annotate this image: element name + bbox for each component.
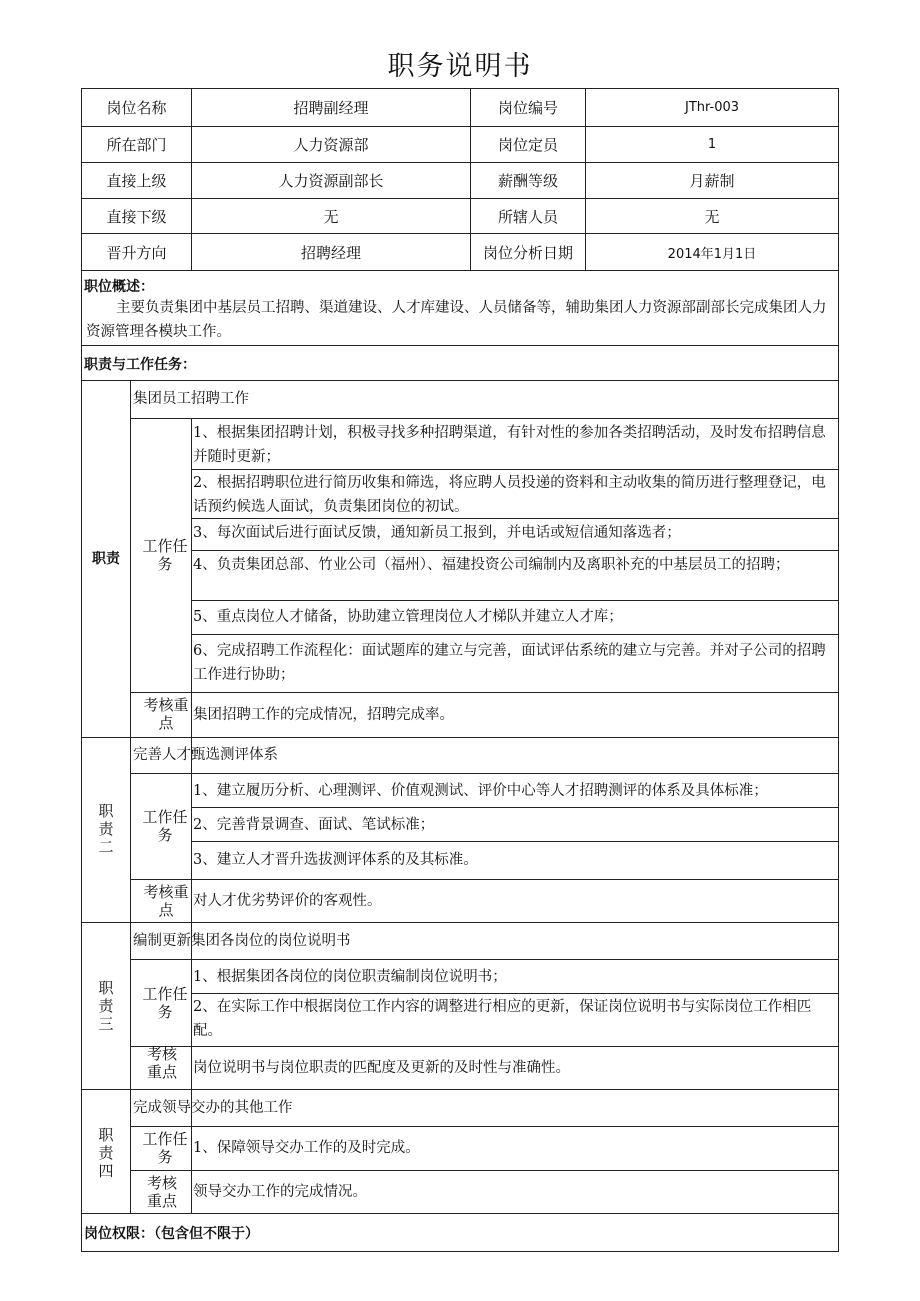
task-label: 工作任务	[142, 985, 188, 1021]
task-item: 3、建立人才晋升选拔测评体系的及其标准。	[193, 852, 478, 868]
duty-title: 完善人才甄选测评体系	[133, 747, 278, 763]
header-label: 岗位编号	[497, 99, 558, 117]
duty-title: 完成领导交办的其他工作	[133, 1100, 293, 1116]
header-value: JThr-003	[684, 100, 740, 115]
assess-label: 考核重点	[143, 883, 189, 919]
duty-label: 职责二	[98, 802, 114, 856]
task-item: 4、负责集团总部、竹业公司（福州）、福建投资公司编制内及离职补充的中基层员工的招聘；	[193, 557, 790, 573]
duty-label: 职责四	[98, 1126, 114, 1180]
task-label: 工作任务	[142, 537, 188, 573]
duty-title: 编制更新集团各岗位的岗位说明书	[133, 933, 351, 949]
header-value: 月薪制	[689, 172, 735, 190]
task-item: 3、每次面试后进行面试反馈，通知新员工报到，并电话或短信通知落选者；	[193, 525, 681, 541]
assess-label: 考核重点	[146, 1045, 177, 1081]
header-value: 2014年1月1日	[667, 246, 757, 262]
header-value: 人力资源部	[293, 136, 369, 154]
assess-text: 岗位说明书与岗位职责的匹配度及更新的及时性与准确性。	[193, 1060, 570, 1076]
header-value: 无	[704, 207, 720, 226]
task-item: 2、根据招聘职位进行简历收集和筛选，将应聘人员投递的资料和主动收集的简历进行整理登记，电话预约候选人面试，负责集团岗位的初试。	[193, 475, 826, 515]
task-item: 2、在实际工作中根据岗位工作内容的调整进行相应的更新，保证岗位说明书与实际岗位工作相匹配。	[193, 999, 812, 1039]
task-item: 1、建立履历分析、心理测评、价值观测试、评价中心等人才招聘测评的体系及具体标准；	[193, 783, 768, 799]
header-label: 晋升方向	[106, 243, 167, 262]
duty-title: 集团员工招聘工作	[133, 391, 249, 407]
assess-label: 考核重点	[146, 1174, 177, 1210]
assess-text: 领导交办工作的完成情况。	[193, 1184, 367, 1200]
assess-text: 对人才优劣势评价的客观性。	[193, 893, 382, 909]
task-item: 5、重点岗位人才储备，协助建立管理岗位人才梯队并建立人才库；	[193, 609, 623, 625]
header-label: 直接下级	[106, 207, 167, 226]
header-label: 岗位分析日期	[482, 243, 573, 262]
header-label: 直接上级	[106, 172, 167, 190]
authority-heading: 岗位权限：（包含但不限于）	[84, 1226, 259, 1242]
task-item: 1、根据集团各岗位的岗位职责编制岗位说明书；	[193, 969, 507, 985]
header-label: 岗位定员	[497, 136, 558, 154]
task-item: 2、完善背景调查、面试、笔试标准；	[193, 817, 435, 833]
header-label: 岗位名称	[106, 99, 167, 117]
header-value: 招聘经理	[300, 243, 361, 262]
header-value: 1	[707, 137, 717, 152]
header-value: 人力资源副部长	[278, 172, 384, 190]
header-label: 所辖人员	[497, 207, 558, 226]
task-label: 工作任务	[142, 1130, 188, 1166]
header-label: 所在部门	[106, 136, 167, 154]
header-value: 招聘副经理	[293, 99, 369, 117]
task-item: 1、保障领导交办工作的及时完成。	[193, 1140, 420, 1156]
assess-text: 集团招聘工作的完成情况，招聘完成率。	[193, 707, 454, 723]
overview-heading: 职位概述：	[84, 279, 154, 295]
duties-heading: 职责与工作任务：	[84, 357, 196, 373]
duty-label: 职责三	[98, 979, 114, 1033]
duty-label: 职责	[92, 550, 120, 567]
task-label: 工作任务	[142, 808, 188, 844]
task-item: 1、根据集团招聘计划，积极寻找多种招聘渠道，有针对性的参加各类招聘活动，及时发布招聘信息并随时更新；	[193, 425, 826, 465]
header-value: 无	[323, 207, 339, 226]
assess-label: 考核重点	[143, 696, 189, 732]
overview-text: 主要负责集团中基层员工招聘、渠道建设、人才库建设、人员储备等，辅助集团人力资源部副部长完成集团人力资源管理各模块工作。	[86, 300, 827, 340]
task-item: 6、完成招聘工作流程化：面试题库的建立与完善，面试评估系统的建立与完善。并对子公司的招聘工作进行协助；	[193, 643, 826, 683]
page-title: 职务说明书	[387, 51, 533, 82]
header-label: 薪酬等级	[497, 172, 558, 190]
